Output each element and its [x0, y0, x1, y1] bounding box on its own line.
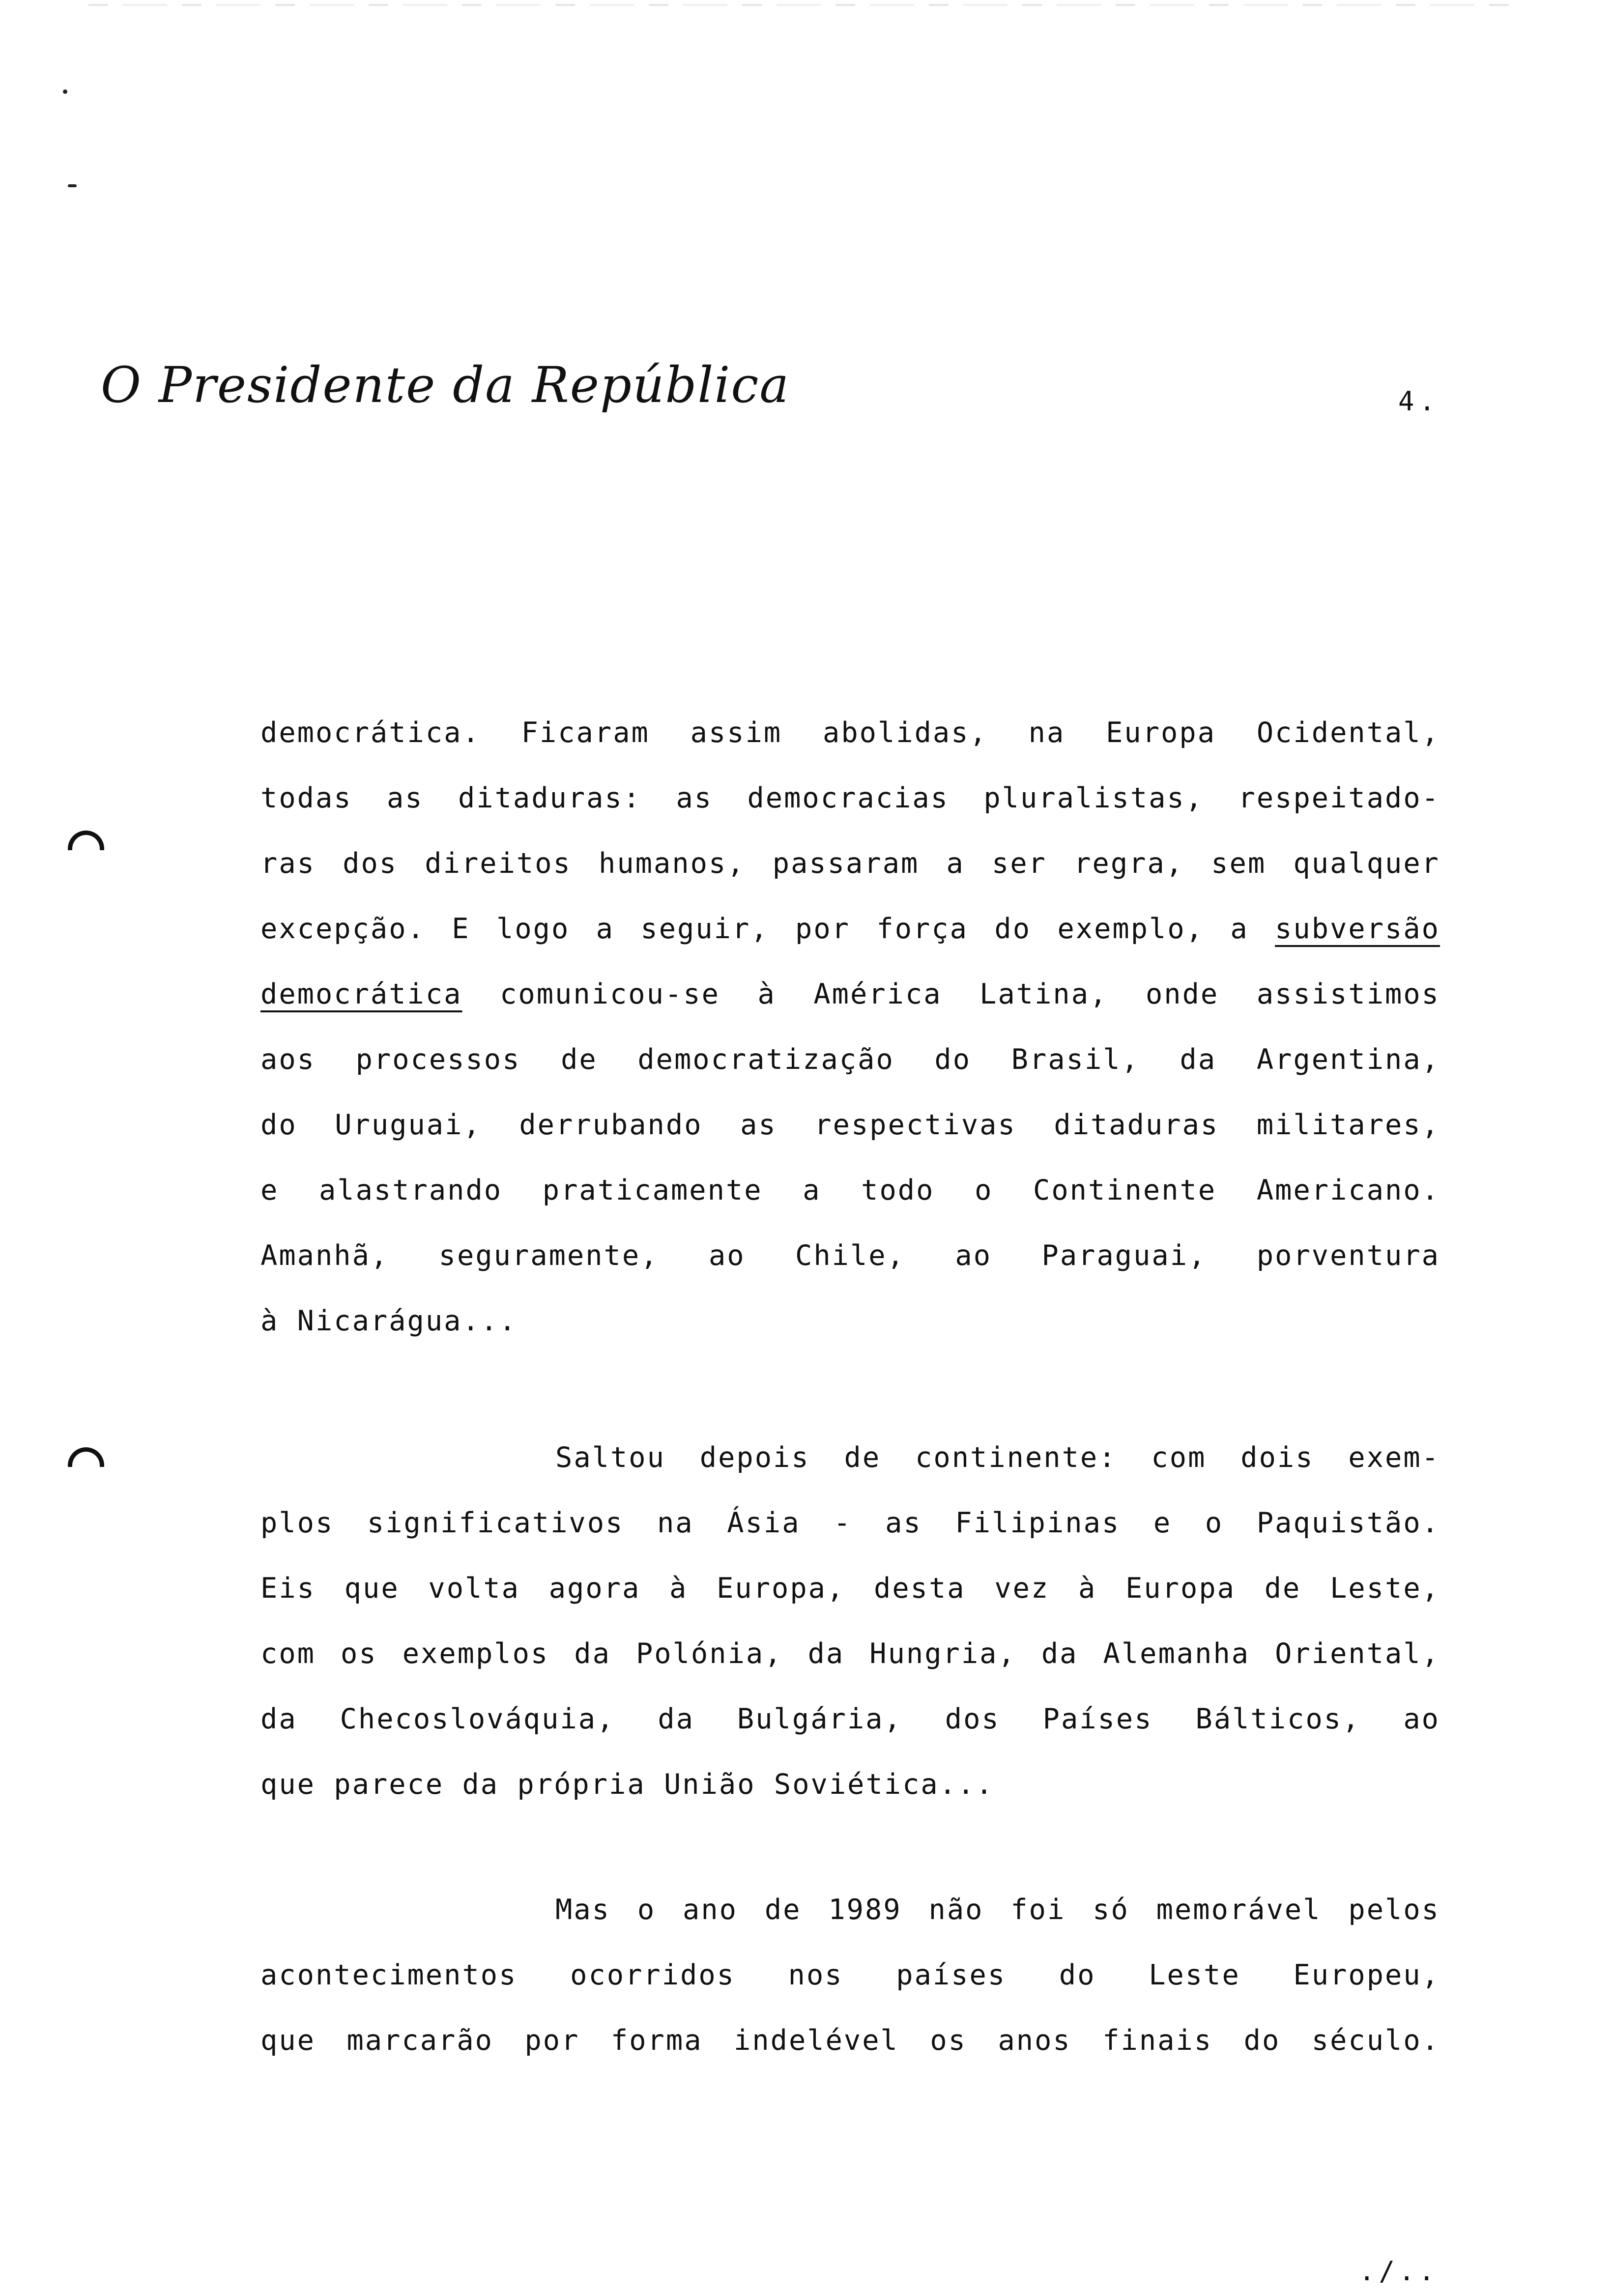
scan-speck [63, 89, 67, 94]
text-line: da Checoslováquia, da Bulgária, dos Países Bálticos, ao [260, 1703, 1440, 1735]
continuation-mark: ./.. [1359, 2256, 1439, 2287]
text-line: aos processos de democratização do Brasil, da Argentina, [260, 1043, 1440, 1076]
punch-hole-mark [68, 831, 104, 850]
paragraph-2 [260, 1425, 1440, 1817]
text-line: que parece da própria União Soviética... [260, 1768, 994, 1801]
text-line: plos significativos na Ásia - as Filipinas e o Paquistão. [260, 1507, 1440, 1539]
text-line: do Uruguai, derrubando as respectivas ditaduras militares, [260, 1109, 1440, 1141]
letterhead-title: O Presidente da República [101, 356, 790, 414]
text-line [260, 896, 1440, 962]
text-line: todas as ditaduras: as democracias pluralistas, respeitado- [260, 782, 1440, 814]
text-segment: excepção. E logo a seguir, por força do exemplo, a [260, 913, 1275, 945]
text-line [260, 962, 1440, 1027]
paragraph-1 [260, 700, 1440, 1354]
text-line: Eis que volta agora à Europa, desta vez à Europa de Leste, [260, 1572, 1440, 1605]
underlined-phrase: democrática [260, 978, 462, 1010]
text-line: que marcarão por forma indelével os anos finais do século. [260, 2024, 1440, 2057]
text-line: ras dos direitos humanos, passaram a ser regra, sem qualquer [260, 847, 1440, 880]
scan-artifact-streak [88, 4, 1514, 6]
text-line: acontecimentos ocorridos nos países do Leste Europeu, [260, 1959, 1440, 1991]
page-number: 4. [1398, 386, 1440, 417]
text-segment: comunicou-se à América Latina, onde assistimos [462, 978, 1440, 1010]
text-line: Saltou depois de continente: com dois exem- [555, 1441, 1440, 1474]
text-line: Amanhã, seguramente, ao Chile, ao Paraguai, porventura [260, 1239, 1440, 1272]
text-line: Mas o ano de 1989 não foi só memorável pelos [555, 1894, 1440, 1926]
text-line: à Nicarágua... [260, 1305, 518, 1337]
underlined-phrase: subversão [1275, 913, 1440, 945]
text-line: e alastrando praticamente a todo o Continente Americano. [260, 1174, 1440, 1206]
text-line: com os exemplos da Polónia, da Hungria, da Alemanha Oriental, [260, 1637, 1440, 1670]
scan-speck [68, 184, 77, 187]
punch-hole-mark [68, 1447, 104, 1467]
paragraph-3 [260, 1877, 1440, 2073]
text-line: democrática. Ficaram assim abolidas, na Europa Ocidental, [260, 717, 1440, 749]
